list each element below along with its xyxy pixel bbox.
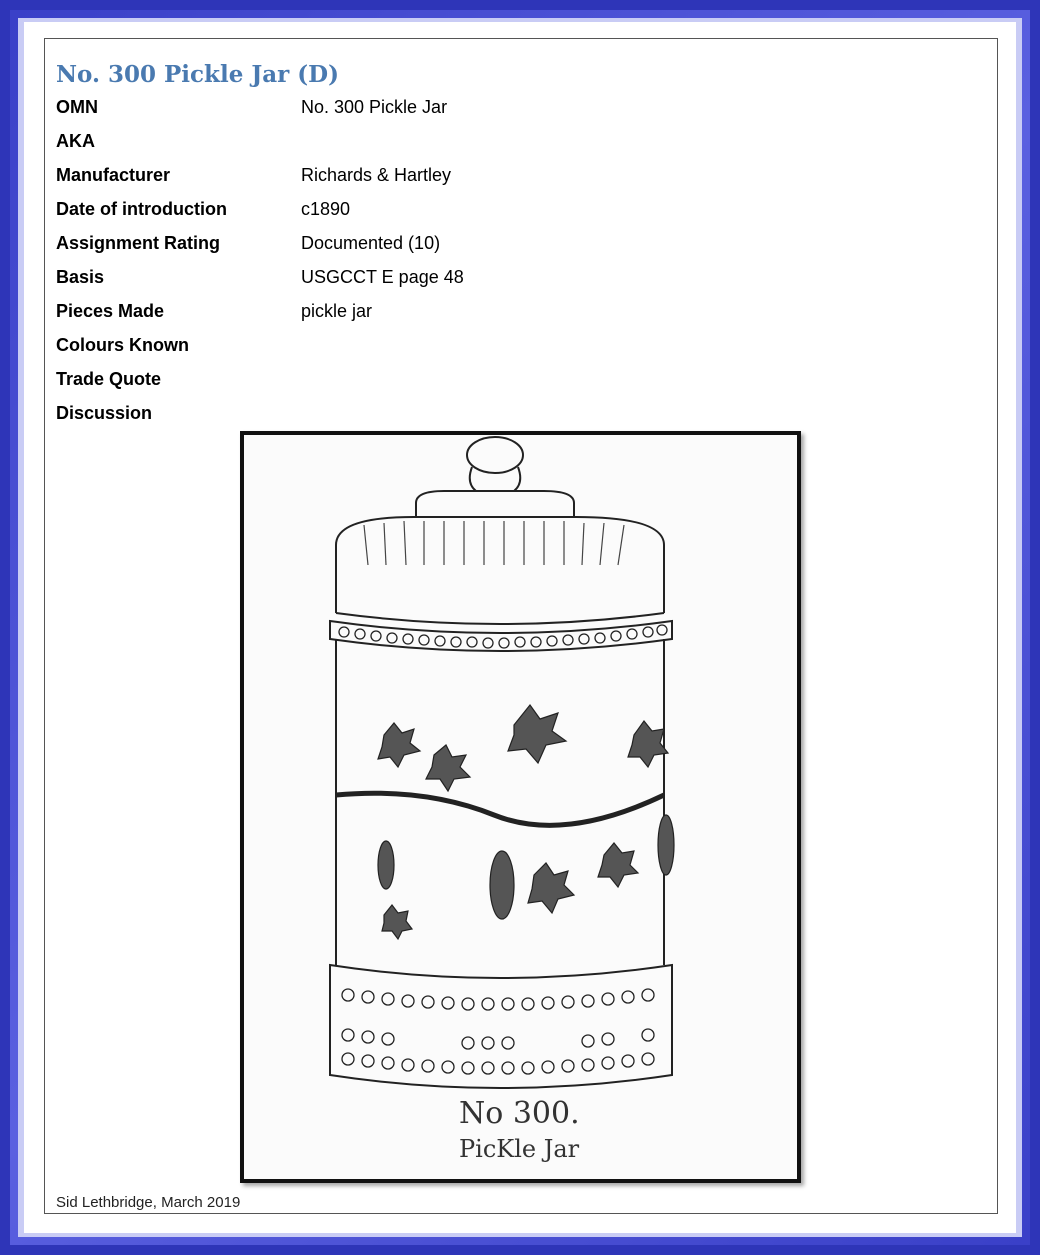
field-value: Richards & Hartley <box>301 165 452 185</box>
document-sheet <box>44 38 998 1214</box>
field-label: Manufacturer <box>56 165 171 185</box>
field-label: Basis <box>56 267 105 287</box>
field-row-discussion <box>56 403 301 424</box>
knob-neck <box>470 467 521 491</box>
field-row-colours <box>56 335 301 356</box>
pickle-jar-illustration <box>240 431 801 1183</box>
field-row-trade-quote <box>56 369 301 390</box>
field-label: Colours Known <box>56 335 189 355</box>
field-value: pickle jar <box>301 301 373 321</box>
field-label: Assignment Rating <box>56 233 221 253</box>
field-row-omn <box>56 97 447 118</box>
page-title: No. 300 Pickle Jar (D) <box>56 61 339 88</box>
field-label: Pieces Made <box>56 301 165 321</box>
field-row-manufacturer <box>56 165 451 186</box>
field-value: USGCCT E page 48 <box>301 267 464 287</box>
field-label: AKA <box>56 131 95 151</box>
field-value: c1890 <box>301 199 351 219</box>
field-row-basis <box>56 267 464 288</box>
field-row-rating <box>56 233 440 254</box>
page <box>24 22 1016 1233</box>
caption-name: PicKle Jar <box>459 1135 580 1163</box>
field-value: Documented (10) <box>301 233 441 253</box>
lid-knob <box>467 437 523 473</box>
caption-number: No 300. <box>459 1096 580 1131</box>
field-label: Discussion <box>56 403 153 423</box>
vine <box>336 793 664 825</box>
footer-credit: Sid Lethbridge, March 2019 <box>56 1194 241 1211</box>
field-value: No. 300 Pickle Jar <box>301 97 448 117</box>
field-row-pieces <box>56 301 372 322</box>
bead-band-bottom <box>330 965 672 1088</box>
field-row-date <box>56 199 350 220</box>
field-row-aka <box>56 131 301 152</box>
bead-grid-bottom <box>342 989 654 1074</box>
field-label: Trade Quote <box>56 369 162 389</box>
field-label: Date of introduction <box>56 199 227 219</box>
pickle-jar-drawing <box>244 435 797 1179</box>
lid-top <box>416 491 574 517</box>
field-label: OMN <box>56 97 98 117</box>
